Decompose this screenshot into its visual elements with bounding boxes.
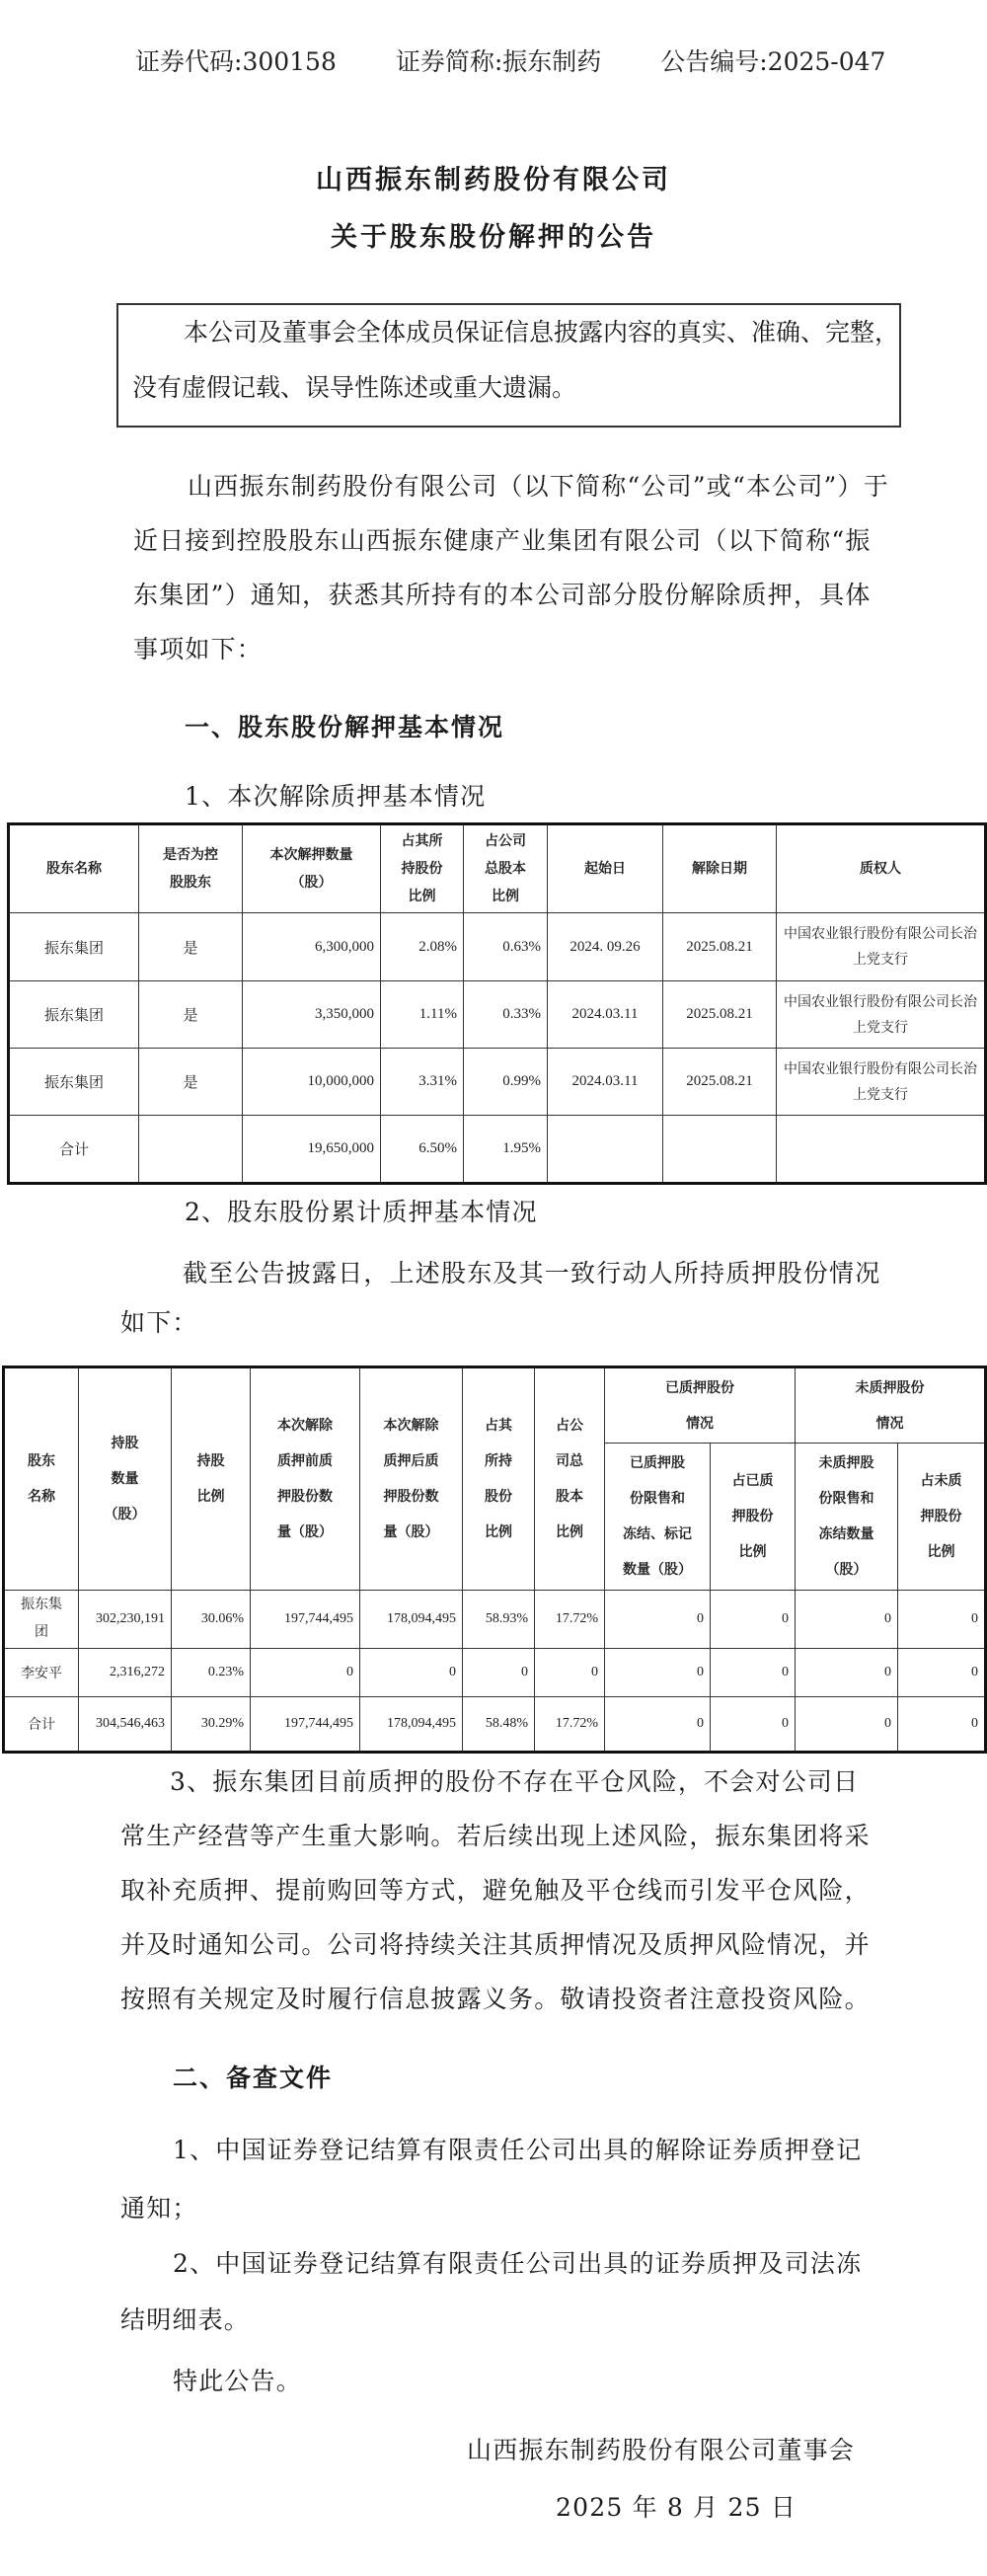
cell-pledged-restricted: 0 [605, 1649, 711, 1697]
risk-paragraph-line-4: 并及时通知公司。公司将持续关注其质押情况及质押风险情况，并 [120, 1930, 871, 1959]
cell-pct-own: 1.11% [381, 981, 464, 1049]
cell-pct-total: 17.72% [535, 1591, 605, 1649]
cell-controlling: 是 [139, 913, 243, 981]
table-row [10, 1049, 985, 1116]
table-total-row [5, 1697, 985, 1752]
cell-start-date: 2024. 09.26 [548, 913, 663, 981]
cell-pct-total: 0.33% [464, 981, 548, 1049]
cell-start-date: 2024.03.11 [548, 1049, 663, 1116]
cell-pledged-pct: 0 [711, 1697, 796, 1752]
board-guarantee-box [116, 303, 901, 428]
intro-line-1: 山西振东制药股份有限公司（以下简称“公司”或“本公司”）于 [188, 472, 889, 501]
announcement-subject: 关于股东股份解押的公告 [331, 222, 656, 253]
cell-after-release: 178,094,495 [360, 1697, 463, 1752]
cell-pct-own: 3.31% [381, 1049, 464, 1116]
announcement-date: 2025 年 8 月 25 日 [556, 2493, 797, 2522]
col-header-shares: 持股 数量 （股） [79, 1368, 172, 1591]
cell-pct-total: 1.95% [464, 1116, 548, 1183]
table-total-row [10, 1116, 985, 1183]
cell-pledgee: 中国农业银行股份有限公司长治上党支行 [777, 913, 985, 981]
col-header-pledged-restricted: 已质押股 份限售和 冻结、标记 数量（股） [605, 1444, 711, 1591]
cell-release-date: 2025.08.21 [663, 913, 777, 981]
security-code: 证券代码:300158 [135, 47, 337, 76]
cell-release-date: 2025.08.21 [663, 1049, 777, 1116]
cell-controlling: 是 [139, 1049, 243, 1116]
cell-pledgee [777, 1116, 985, 1183]
cell-release-qty: 3,350,000 [243, 981, 381, 1049]
cell-shares: 2,316,272 [79, 1649, 172, 1697]
col-header-ratio: 持股 比例 [172, 1368, 251, 1591]
reference-doc-1-line-1: 1、中国证券登记结算有限责任公司出具的解除证券质押登记 [173, 2136, 863, 2164]
cell-pct-own: 2.08% [381, 913, 464, 981]
cell-before-release: 197,744,495 [251, 1697, 360, 1752]
reference-doc-2-line-1: 2、中国证券登记结算有限责任公司出具的证券质押及司法冻 [173, 2249, 863, 2278]
col-header-pct-own: 占其所 持股份 比例 [381, 825, 464, 913]
cell-pledged-restricted: 0 [605, 1697, 711, 1752]
reference-doc-1-line-2: 通知； [120, 2194, 198, 2223]
col-group-pledged: 已质押股份 情况 [605, 1368, 796, 1444]
table-row [5, 1649, 985, 1697]
col-header-controlling: 是否为控 股股东 [139, 825, 243, 913]
cell-release-date: 2025.08.21 [663, 981, 777, 1049]
col-header-pct-total: 占公 司总 股本 比例 [535, 1368, 605, 1591]
cell-shares: 304,546,463 [79, 1697, 172, 1752]
subsection-1-heading: 1、本次解除质押基本情况 [185, 782, 487, 811]
cell-before-release: 197,744,495 [251, 1591, 360, 1649]
table-row [10, 981, 985, 1049]
cell-unpledged-restricted: 0 [796, 1649, 898, 1697]
cell-unpledged-pct: 0 [898, 1697, 985, 1752]
cell-pct-own: 58.48% [463, 1697, 535, 1752]
cell-unpledged-pct: 0 [898, 1591, 985, 1649]
cumulative-pledge-table [4, 1367, 985, 1752]
cell-shares: 302,230,191 [79, 1591, 172, 1649]
col-header-release-date: 解除日期 [663, 825, 777, 913]
cell-total-label: 合计 [5, 1697, 79, 1752]
cell-start-date: 2024.03.11 [548, 981, 663, 1049]
cell-pledged-pct: 0 [711, 1591, 796, 1649]
cell-total-label: 合计 [10, 1116, 139, 1183]
closing-statement: 特此公告。 [173, 2367, 303, 2395]
cell-pledgee: 中国农业银行股份有限公司长治上党支行 [777, 981, 985, 1049]
cell-ratio: 0.23% [172, 1649, 251, 1697]
table-row [5, 1591, 985, 1649]
col-header-release-qty: 本次解押数量 （股） [243, 825, 381, 913]
col-header-unpledged-pct: 占未质 押股份 比例 [898, 1444, 985, 1591]
cell-before-release: 0 [251, 1649, 360, 1697]
cell-controlling [139, 1116, 243, 1183]
table-header-row [5, 1368, 985, 1444]
cell-pct-total: 0.99% [464, 1049, 548, 1116]
risk-paragraph-line-1: 3、振东集团目前质押的股份不存在平仓风险，不会对公司日 [170, 1767, 860, 1796]
cell-after-release: 178,094,495 [360, 1591, 463, 1649]
cell-shareholder: 振东集团 [5, 1591, 79, 1649]
cell-unpledged-restricted: 0 [796, 1591, 898, 1649]
col-header-after-release: 本次解除 质押后质 押股份数 量（股） [360, 1368, 463, 1591]
cell-shareholder: 李安平 [5, 1649, 79, 1697]
risk-paragraph-line-3: 取补充质押、提前购回等方式，避免触及平仓线而引发平仓风险， [120, 1876, 871, 1905]
cell-pct-own: 0 [463, 1649, 535, 1697]
cell-pledgee: 中国农业银行股份有限公司长治上党支行 [777, 1049, 985, 1116]
col-group-unpledged: 未质押股份 情况 [796, 1368, 985, 1444]
announcement-number: 公告编号:2025-047 [660, 47, 886, 76]
reference-doc-2-line-2: 结明细表。 [120, 2305, 251, 2334]
board-signature: 山西振东制药股份有限公司董事会 [467, 2436, 856, 2464]
cell-shareholder: 振东集团 [10, 913, 139, 981]
col-header-shareholder: 股东 名称 [5, 1368, 79, 1591]
cell-pct-total: 0.63% [464, 913, 548, 981]
intro-line-3: 东集团”）通知，获悉其所持有的本公司部分股份解除质押，具体 [133, 581, 872, 609]
cell-ratio: 30.06% [172, 1591, 251, 1649]
col-header-pct-own: 占其 所持 股份 比例 [463, 1368, 535, 1591]
intro-line-4: 事项如下： [133, 635, 264, 664]
cell-ratio: 30.29% [172, 1697, 251, 1752]
cell-shareholder: 振东集团 [10, 1049, 139, 1116]
table-header-row [10, 825, 985, 913]
section-1-heading: 一、股东股份解押基本情况 [185, 713, 505, 742]
cell-pledged-restricted: 0 [605, 1591, 711, 1649]
subsection-2-heading: 2、股东股份累计质押基本情况 [185, 1198, 538, 1226]
company-title: 山西振东制药股份有限公司 [316, 165, 671, 195]
col-header-pct-total: 占公司 总股本 比例 [464, 825, 548, 913]
cell-pledged-pct: 0 [711, 1649, 796, 1697]
notice-line-2: 没有虚假记载、误导性陈述或重大遗漏。 [132, 373, 577, 402]
table-row [10, 913, 985, 981]
cell-release-qty: 19,650,000 [243, 1116, 381, 1183]
notice-line-1: 本公司及董事会全体成员保证信息披露内容的真实、准确、完整， [184, 318, 900, 347]
cell-pct-total: 0 [535, 1649, 605, 1697]
cell-controlling: 是 [139, 981, 243, 1049]
release-pledge-table [9, 824, 985, 1183]
section-2-heading: 二、备查文件 [173, 2064, 334, 2092]
cell-pct-own: 6.50% [381, 1116, 464, 1183]
cell-unpledged-restricted: 0 [796, 1697, 898, 1752]
col-header-unpledged-restricted: 未质押股 份限售和 冻结数量 （股） [796, 1444, 898, 1591]
cell-after-release: 0 [360, 1649, 463, 1697]
cell-pct-own: 58.93% [463, 1591, 535, 1649]
col-header-shareholder: 股东名称 [10, 825, 139, 913]
security-abbr: 证券简称:振东制药 [395, 47, 602, 76]
cell-pct-total: 17.72% [535, 1697, 605, 1752]
subsection-2-text-line-1: 截至公告披露日，上述股东及其一致行动人所持质押股份情况 [183, 1259, 881, 1288]
col-header-start-date: 起始日 [548, 825, 663, 913]
risk-paragraph-line-2: 常生产经营等产生重大影响。若后续出现上述风险，振东集团将采 [120, 1822, 871, 1850]
col-header-before-release: 本次解除 质押前质 押股份数 量（股） [251, 1368, 360, 1591]
cell-release-qty: 10,000,000 [243, 1049, 381, 1116]
col-header-pledged-pct: 占已质 押股份 比例 [711, 1444, 796, 1591]
subsection-2-text-line-2: 如下： [120, 1308, 198, 1337]
cell-release-qty: 6,300,000 [243, 913, 381, 981]
announcement-header [135, 46, 937, 78]
cell-release-date [663, 1116, 777, 1183]
cell-unpledged-pct: 0 [898, 1649, 985, 1697]
risk-paragraph-line-5: 按照有关规定及时履行信息披露义务。敬请投资者注意投资风险。 [120, 1985, 871, 2013]
cell-start-date [548, 1116, 663, 1183]
intro-line-2: 近日接到控股股东山西振东健康产业集团有限公司（以下简称“振 [133, 526, 872, 555]
cell-shareholder: 振东集团 [10, 981, 139, 1049]
col-header-pledgee: 质权人 [777, 825, 985, 913]
